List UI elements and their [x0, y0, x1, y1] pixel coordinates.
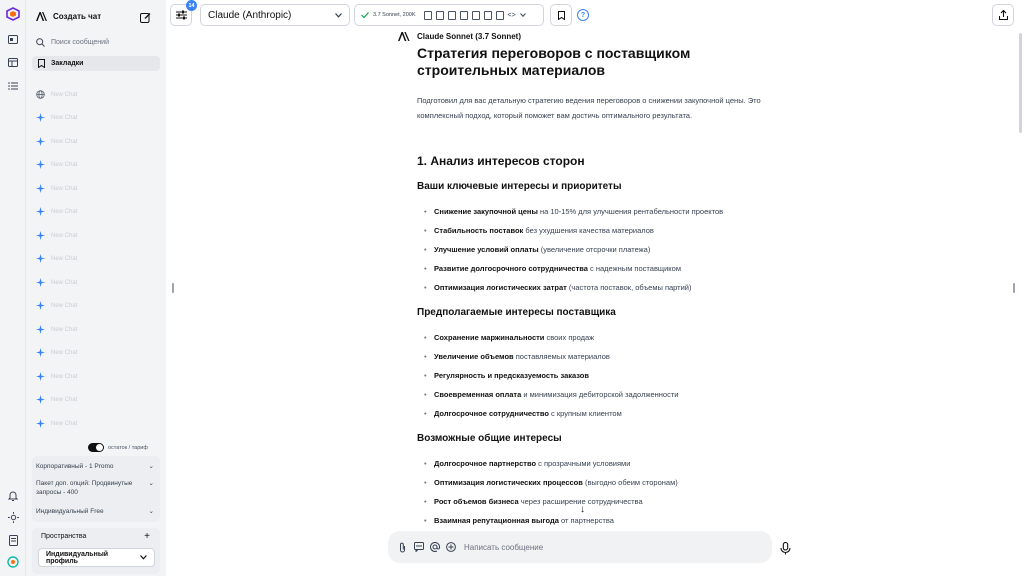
- chat-list-item[interactable]: [36, 254, 77, 263]
- sparkle-icon: [36, 207, 45, 216]
- profile-label: Индивидуальный профиль: [46, 550, 109, 565]
- sliders-icon: [176, 10, 187, 20]
- item-bold: Долгосрочное партнерство: [434, 459, 537, 468]
- new-chat-button[interactable]: [36, 12, 101, 21]
- chevron-down-icon: ⌄: [148, 508, 154, 515]
- scan-icon: [484, 11, 492, 20]
- plan-label: Корпоративный - 1 Promo: [36, 463, 114, 470]
- plan-options[interactable]: [36, 479, 154, 497]
- item-bold: Снижение закупочной цены: [434, 207, 538, 216]
- sparkle-icon: [36, 348, 45, 357]
- scroll-down-icon[interactable]: ↓: [580, 504, 585, 515]
- item-bold: Стабильность поставок: [434, 226, 524, 235]
- chevron-down-icon: [140, 555, 147, 560]
- list-item: [434, 245, 650, 254]
- sparkle-icon: [36, 278, 45, 287]
- sparkle-icon: [36, 325, 45, 334]
- chat-title: New Chat: [51, 302, 78, 309]
- item-text: своих продаж: [544, 333, 595, 342]
- chat-list-item[interactable]: [36, 301, 77, 310]
- toggle-label: остаток / тариф: [108, 444, 148, 451]
- spaces-title: Пространства: [41, 533, 87, 540]
- spreadsheet-icon: [460, 11, 468, 20]
- chat-list-item[interactable]: [36, 207, 77, 216]
- chat-title: New Chat: [51, 91, 78, 98]
- chat-title: New Chat: [51, 349, 78, 356]
- list-item: [434, 478, 678, 487]
- message-author: [398, 32, 521, 41]
- chat-list-item[interactable]: [36, 348, 77, 357]
- resize-handle-right[interactable]: [1013, 283, 1015, 293]
- chat-title: New Chat: [51, 279, 78, 286]
- item-text: на 10-15% для улучшения рентабельности проектов: [537, 207, 724, 216]
- plan-label: Пакет доп. опций: Продвинутые запросы - 400: [36, 480, 133, 496]
- list-item: [434, 264, 681, 273]
- chevron-down-icon: [520, 13, 526, 17]
- subsection-heading: Ваши ключевые интересы и приоритеты: [417, 181, 622, 192]
- sparkle-icon: [36, 160, 45, 169]
- chat-title: New Chat: [51, 114, 78, 121]
- list-item: [434, 226, 654, 235]
- chevron-down-icon: [335, 13, 342, 18]
- list-item: [434, 283, 692, 292]
- model-capabilities[interactable]: [354, 4, 544, 26]
- image-icon: [436, 11, 444, 20]
- chat-title: New Chat: [51, 232, 78, 239]
- sun-icon[interactable]: [7, 511, 19, 523]
- item-bold: Сохранение маржинальности: [434, 333, 545, 342]
- item-bold: Развитие долгосрочного сотрудничества: [434, 264, 588, 273]
- share-button[interactable]: [992, 4, 1014, 26]
- list-item: [434, 352, 610, 361]
- bookmark-icon: [38, 59, 45, 68]
- list-item: [434, 371, 589, 380]
- chat-title: New Chat: [51, 420, 78, 427]
- toggle-switch[interactable]: [88, 443, 104, 452]
- list-item: [434, 497, 643, 506]
- chat-title: New Chat: [51, 255, 78, 262]
- chat-title: New Chat: [51, 396, 78, 403]
- message-input[interactable]: [464, 543, 754, 552]
- item-text: с надежным поставщиком: [587, 264, 681, 273]
- chat-list-item[interactable]: [36, 90, 77, 99]
- author-label: Claude Sonnet (3.7 Sonnet): [417, 32, 522, 41]
- message-title: Стратегия переговоров с поставщиком строительных материалов: [417, 45, 691, 78]
- item-text: поставляемых материалов: [513, 352, 610, 361]
- share-icon: [999, 10, 1008, 20]
- pdf-icon: [448, 11, 456, 20]
- bell-icon[interactable]: [7, 489, 19, 501]
- list-item: [434, 207, 723, 216]
- item-text: через расширение сотрудничества: [518, 497, 643, 506]
- sparkle-icon: [36, 419, 45, 428]
- mention-icon[interactable]: [429, 542, 440, 553]
- sparkle-icon: [36, 231, 45, 240]
- search-icon: [36, 38, 45, 47]
- bookmark-icon: [558, 11, 565, 20]
- chat-title: New Chat: [51, 208, 78, 215]
- bookmark-button[interactable]: [550, 4, 572, 26]
- model-select[interactable]: [200, 4, 350, 26]
- item-bold: Своевременная оплата: [434, 390, 522, 399]
- chat-list-item[interactable]: [36, 231, 77, 240]
- list-item: [434, 409, 622, 418]
- layout-icon[interactable]: [7, 56, 19, 68]
- app-logo-icon[interactable]: [6, 7, 20, 21]
- document-icon[interactable]: [7, 534, 19, 546]
- add-space-icon[interactable]: +: [144, 531, 150, 542]
- sparkle-icon: [36, 137, 45, 146]
- item-text: с крупным клиентом: [548, 409, 622, 418]
- chat-title: New Chat: [51, 138, 78, 145]
- resize-handle-left[interactable]: [172, 283, 174, 293]
- icon-rail: [0, 0, 26, 576]
- sparkle-icon: [36, 395, 45, 404]
- chat-list-item[interactable]: [36, 419, 77, 428]
- subsection-heading: Предполагаемые интересы поставщика: [417, 307, 616, 318]
- microphone-icon[interactable]: [780, 542, 792, 555]
- chat-list-item[interactable]: [36, 137, 77, 146]
- search-messages[interactable]: [36, 38, 109, 47]
- list-item: [434, 333, 594, 342]
- globe-icon: [36, 90, 45, 99]
- subsection-heading: Возможные общие интересы: [417, 433, 562, 444]
- help-icon[interactable]: ?: [577, 9, 589, 21]
- check-icon: [361, 12, 369, 18]
- sparkle-icon: [36, 254, 45, 263]
- item-text: с прозрачными условиями: [536, 459, 631, 468]
- sparkle-icon: [36, 113, 45, 122]
- robot-icon: [496, 11, 504, 20]
- chat-list-item[interactable]: [36, 372, 77, 381]
- sparkle-icon: [36, 301, 45, 310]
- chat-list-item[interactable]: [36, 113, 77, 122]
- message-composer: [388, 531, 772, 563]
- bookmarks-item[interactable]: [32, 56, 160, 71]
- item-bold: Рост объемов бизнеса: [434, 497, 519, 506]
- scrollbar[interactable]: [1019, 33, 1022, 133]
- chat-list-item[interactable]: [36, 395, 77, 404]
- item-bold: Регулярность и предсказуемость заказов: [434, 371, 589, 380]
- list-icon[interactable]: [7, 80, 19, 92]
- model-label: Claude (Anthropic): [208, 9, 292, 21]
- plan-label: Индивидуальный Free: [36, 508, 104, 515]
- anthropic-icon: [398, 32, 410, 41]
- chat-list-item[interactable]: [36, 160, 77, 169]
- chat-title: New Chat: [51, 161, 78, 168]
- anthropic-icon: [36, 12, 47, 21]
- chat-list-item[interactable]: [36, 184, 77, 193]
- profile-logo-icon[interactable]: [7, 556, 19, 568]
- edit-icon[interactable]: [140, 12, 152, 24]
- sparkle-icon: [36, 372, 45, 381]
- chat-list-item[interactable]: [36, 325, 77, 334]
- item-text: от партнерства: [558, 516, 614, 525]
- profile-select[interactable]: [38, 548, 155, 567]
- sparkle-icon: [36, 184, 45, 193]
- item-text: (увеличение отсрочки платежа): [538, 245, 651, 254]
- list-item: [434, 390, 678, 399]
- prompt-library-icon[interactable]: [413, 542, 424, 553]
- section-heading: 1. Анализ интересов сторон: [417, 154, 585, 168]
- search-placeholder: Поиск сообщений: [51, 39, 109, 46]
- spaces-panel: [32, 528, 160, 574]
- item-bold: Улучшение условий оплаты: [434, 245, 539, 254]
- chat-title: New Chat: [51, 326, 78, 333]
- item-bold: Взаимная репутационная выгода: [434, 516, 559, 525]
- item-bold: Оптимизация логистических процессов: [434, 478, 583, 487]
- add-icon[interactable]: [445, 542, 456, 553]
- list-item: [434, 516, 614, 525]
- item-bold: Оптимизация логистических затрат: [434, 283, 567, 292]
- plans-panel: [32, 456, 160, 522]
- list-item: [434, 459, 630, 468]
- chat-list-item[interactable]: [36, 278, 77, 287]
- chat-icon[interactable]: [7, 33, 19, 45]
- attach-icon[interactable]: [397, 542, 408, 553]
- item-bold: Долгосрочное сотрудничество: [434, 409, 549, 418]
- model-caps-label: 3.7 Sonnet, 200K: [373, 12, 416, 18]
- plan-corporate[interactable]: [36, 462, 154, 471]
- code-icon: <>: [507, 11, 516, 19]
- chat-title: New Chat: [51, 373, 78, 380]
- item-text: (выгодно обеим сторонам): [582, 478, 678, 487]
- chevron-down-icon: ⌄: [148, 463, 154, 470]
- item-text: без ухудшения качества материалов: [523, 226, 654, 235]
- message-intro: Подготовил для вас детальную стратегию ведения переговоров о снижении закупочной цены. Это комплексный подход, который поможет вам достичь оптимального результата.: [417, 96, 761, 120]
- item-text: и минимизация дебиторской задолженности: [521, 390, 679, 399]
- item-text: (частота поставок, объемы партий): [566, 283, 692, 292]
- notification-badge: 14: [186, 0, 197, 11]
- bookmarks-label: Закладки: [51, 60, 84, 67]
- balance-toggle[interactable]: [88, 443, 148, 452]
- chat-title: New Chat: [51, 185, 78, 192]
- chevron-down-icon: ⌄: [148, 480, 154, 487]
- top-bar: [166, 0, 1024, 30]
- doc-icon: [472, 11, 480, 20]
- new-chat-label: Создать чат: [53, 12, 102, 21]
- item-bold: Увеличение объемов: [434, 352, 514, 361]
- text-file-icon: [424, 11, 432, 20]
- plan-individual[interactable]: [36, 507, 154, 516]
